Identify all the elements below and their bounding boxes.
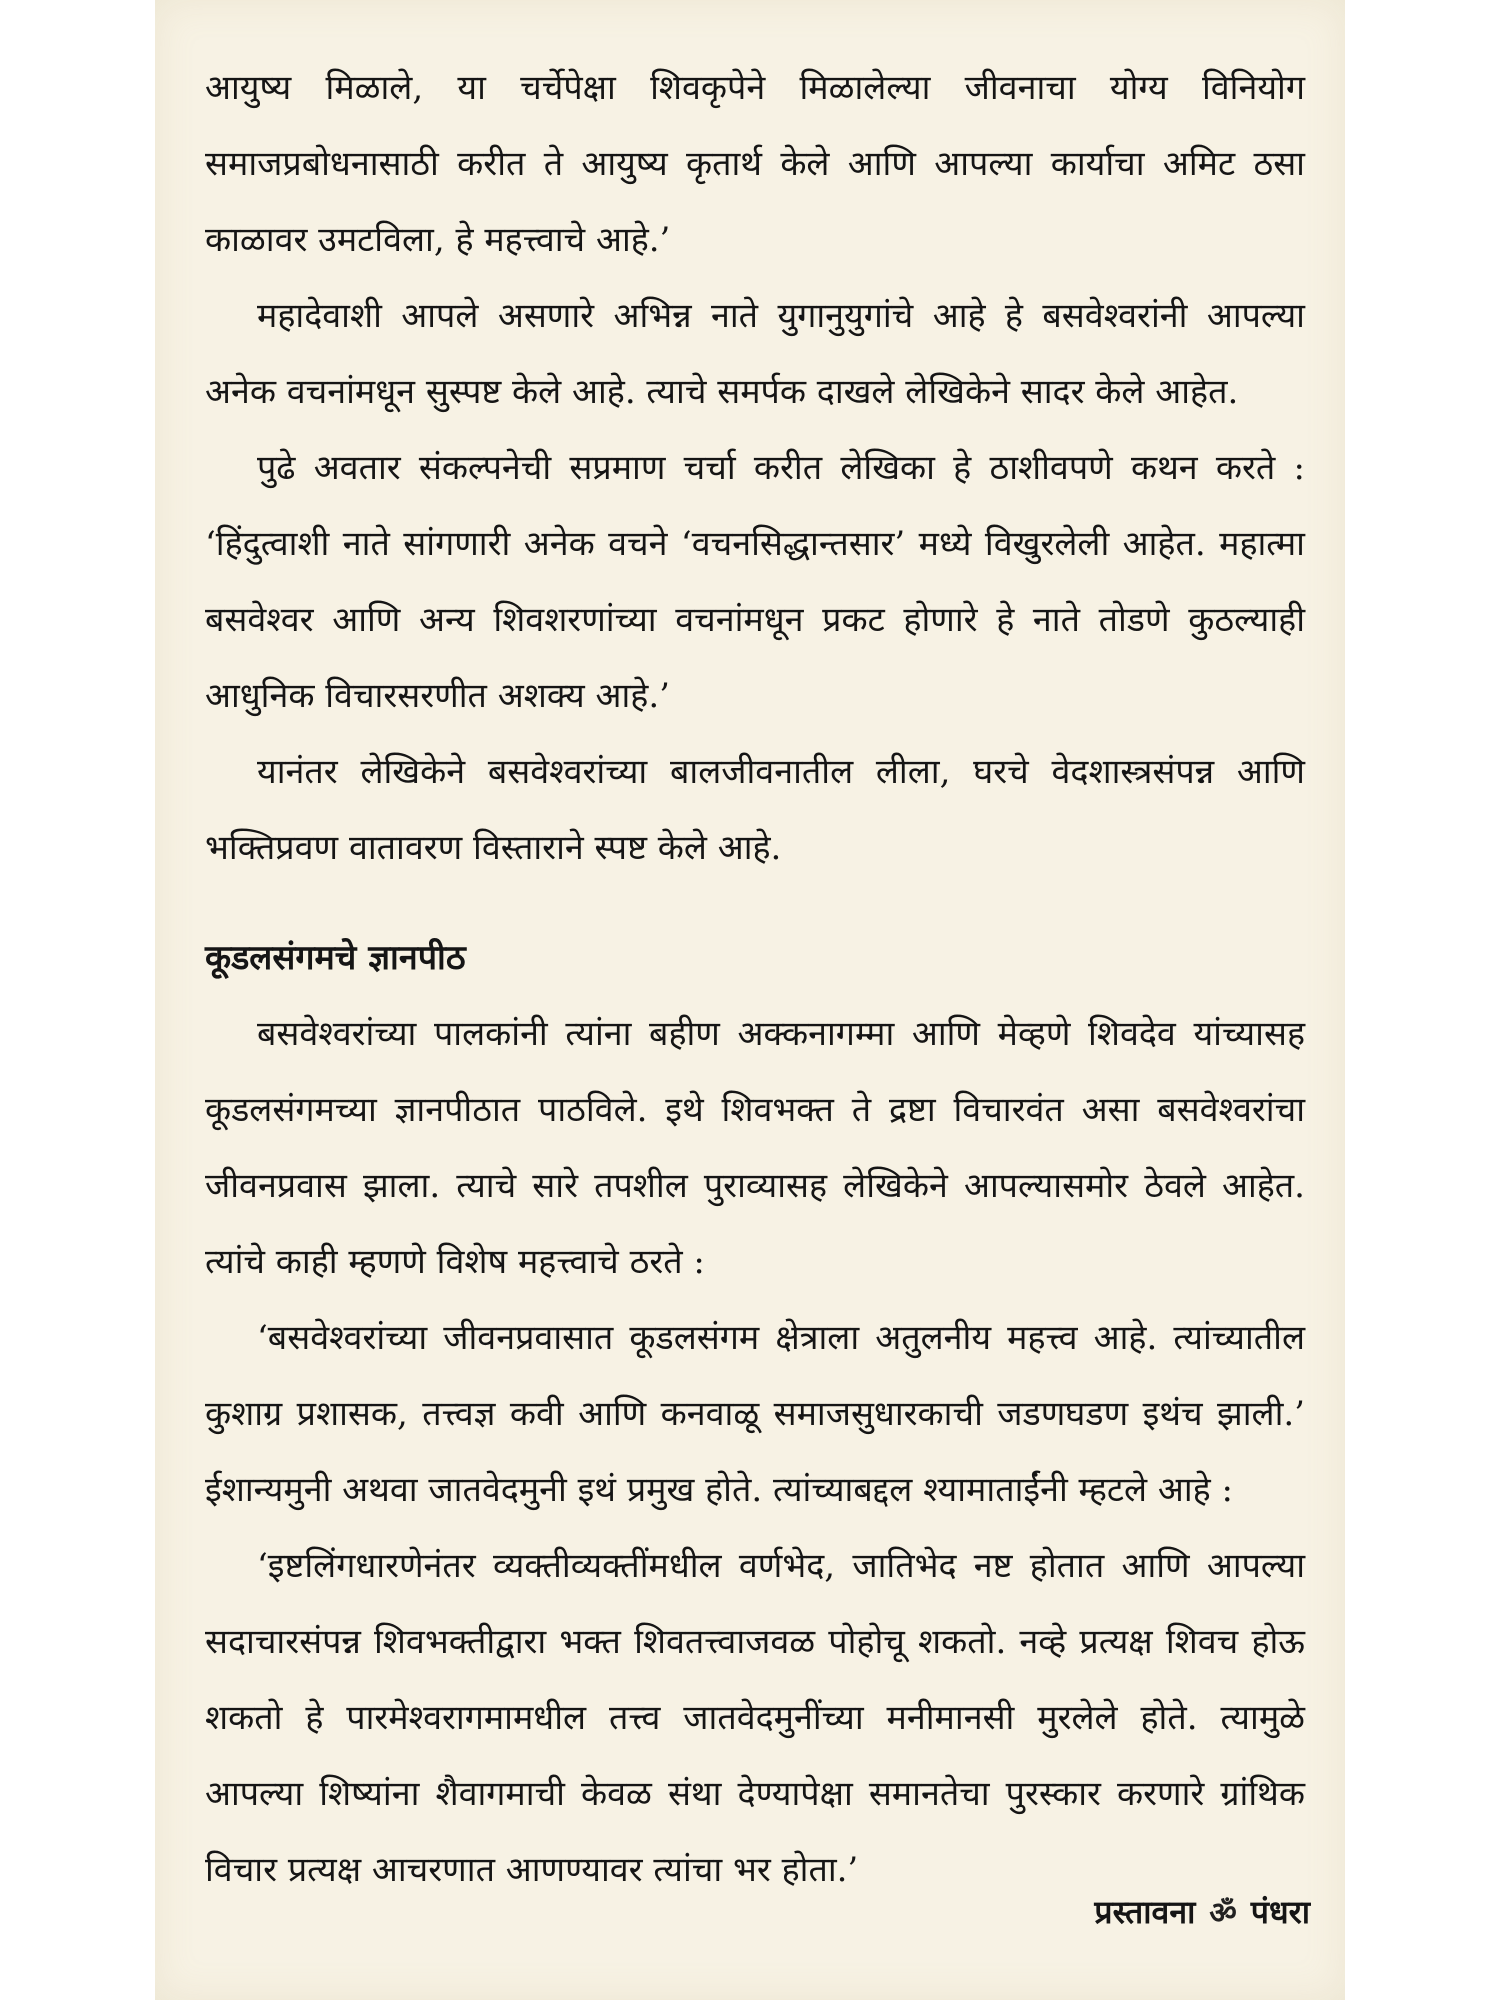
paragraph: आयुष्य मिळाले, या चर्चेपेक्षा शिवकृपेने मिळालेल्या जीवनाचा योग्य विनियोग समाजप्रबोधनासाठी करीत ते आयुष्य कृतार्थ केले आणि आपल्या कार्याचा अमिट ठसा काळावर उमटविला, हे महत्त्वाचे आहे.’	[205, 68, 1305, 260]
section-heading: कूडलसंगमचे ज्ञानपीठ	[205, 938, 466, 978]
page-number: पंधरा	[1250, 1893, 1310, 1931]
paragraph: ‘बसवेश्वरांच्या जीवनप्रवासात कूडलसंगम क्षेत्राला अतुलनीय महत्त्व आहे. त्यांच्यातील कुशाग्र प्रशासक, तत्त्वज्ञ कवी आणि कनवाळू समाजसुधारकाची जडणघडण इथंच झाली.’ ईशान्यमुनी अथवा जातवेदमुनी इथं प्रमुख होते. त्यांच्याबद्दल श्यामाताईंनी म्हटले आहे :	[205, 1318, 1305, 1510]
page-footer	[1094, 1890, 1310, 1933]
ornament-icon: ॐ	[1209, 1896, 1237, 1931]
footer-section-title: प्रस्तावना	[1094, 1893, 1196, 1931]
page-body	[205, 50, 1305, 1908]
paragraph: बसवेश्वरांच्या पालकांनी त्यांना बहीण अक्कनागम्मा आणि मेव्हणे शिवदेव यांच्यासह कूडलसंगमच्या ज्ञानपीठात पाठविले. इथे शिवभक्त ते द्रष्टा विचारवंत असा बसवेश्वरांचा जीवनप्रवास झाला. त्याचे सारे तपशील पुराव्यासह लेखिकेने आपल्यासमोर ठेवले आहेत. त्यांचे काही म्हणणे विशेष महत्त्वाचे ठरते :	[205, 1014, 1305, 1282]
paragraph: महादेवाशी आपले असणारे अभिन्न नाते युगानुयुगांचे आहे हे बसवेश्वरांनी आपल्या अनेक वचनांमधून सुस्पष्ट केले आहे. त्याचे समर्पक दाखले लेखिकेने सादर केले आहेत.	[205, 296, 1305, 412]
paragraph: यानंतर लेखिकेने बसवेश्वरांच्या बालजीवनातील लीला, घरचे वेदशास्त्रसंपन्न आणि भक्तिप्रवण वातावरण विस्ताराने स्पष्ट केले आहे.	[205, 752, 1305, 868]
paragraph: ‘इष्टलिंगधारणेनंतर व्यक्तीव्यक्तींमधील वर्णभेद, जातिभेद नष्ट होतात आणि आपल्या सदाचारसंपन्न शिवभक्तीद्वारा भक्त शिवतत्त्वाजवळ पोहोचू शकतो. नव्हे प्रत्यक्ष शिवच होऊ शकतो हे पारमेश्वरागमामधील तत्त्व जातवेदमुनींच्या मनीमानसी मुरलेले होते. त्यामुळे आपल्या शिष्यांना शैवागमाची केवळ संथा देण्यापेक्षा समानतेचा पुरस्कार करणारे ग्रांथिक विचार प्रत्यक्ष आचरणात आणण्यावर त्यांचा भर होता.’	[205, 1546, 1305, 1890]
paragraph: पुढे अवतार संकल्पनेची सप्रमाण चर्चा करीत लेखिका हे ठाशीवपणे कथन करते : ‘हिंदुत्वाशी नाते सांगणारी अनेक वचने ‘वचनसिद्धान्तसार’ मध्ये विखुरलेली आहेत. महात्मा बसवेश्वर आणि अन्य शिवशरणांच्या वचनांमधून प्रकट होणारे हे नाते तोडणे कुठल्याही आधुनिक विचारसरणीत अशक्य आहे.’	[205, 448, 1305, 716]
